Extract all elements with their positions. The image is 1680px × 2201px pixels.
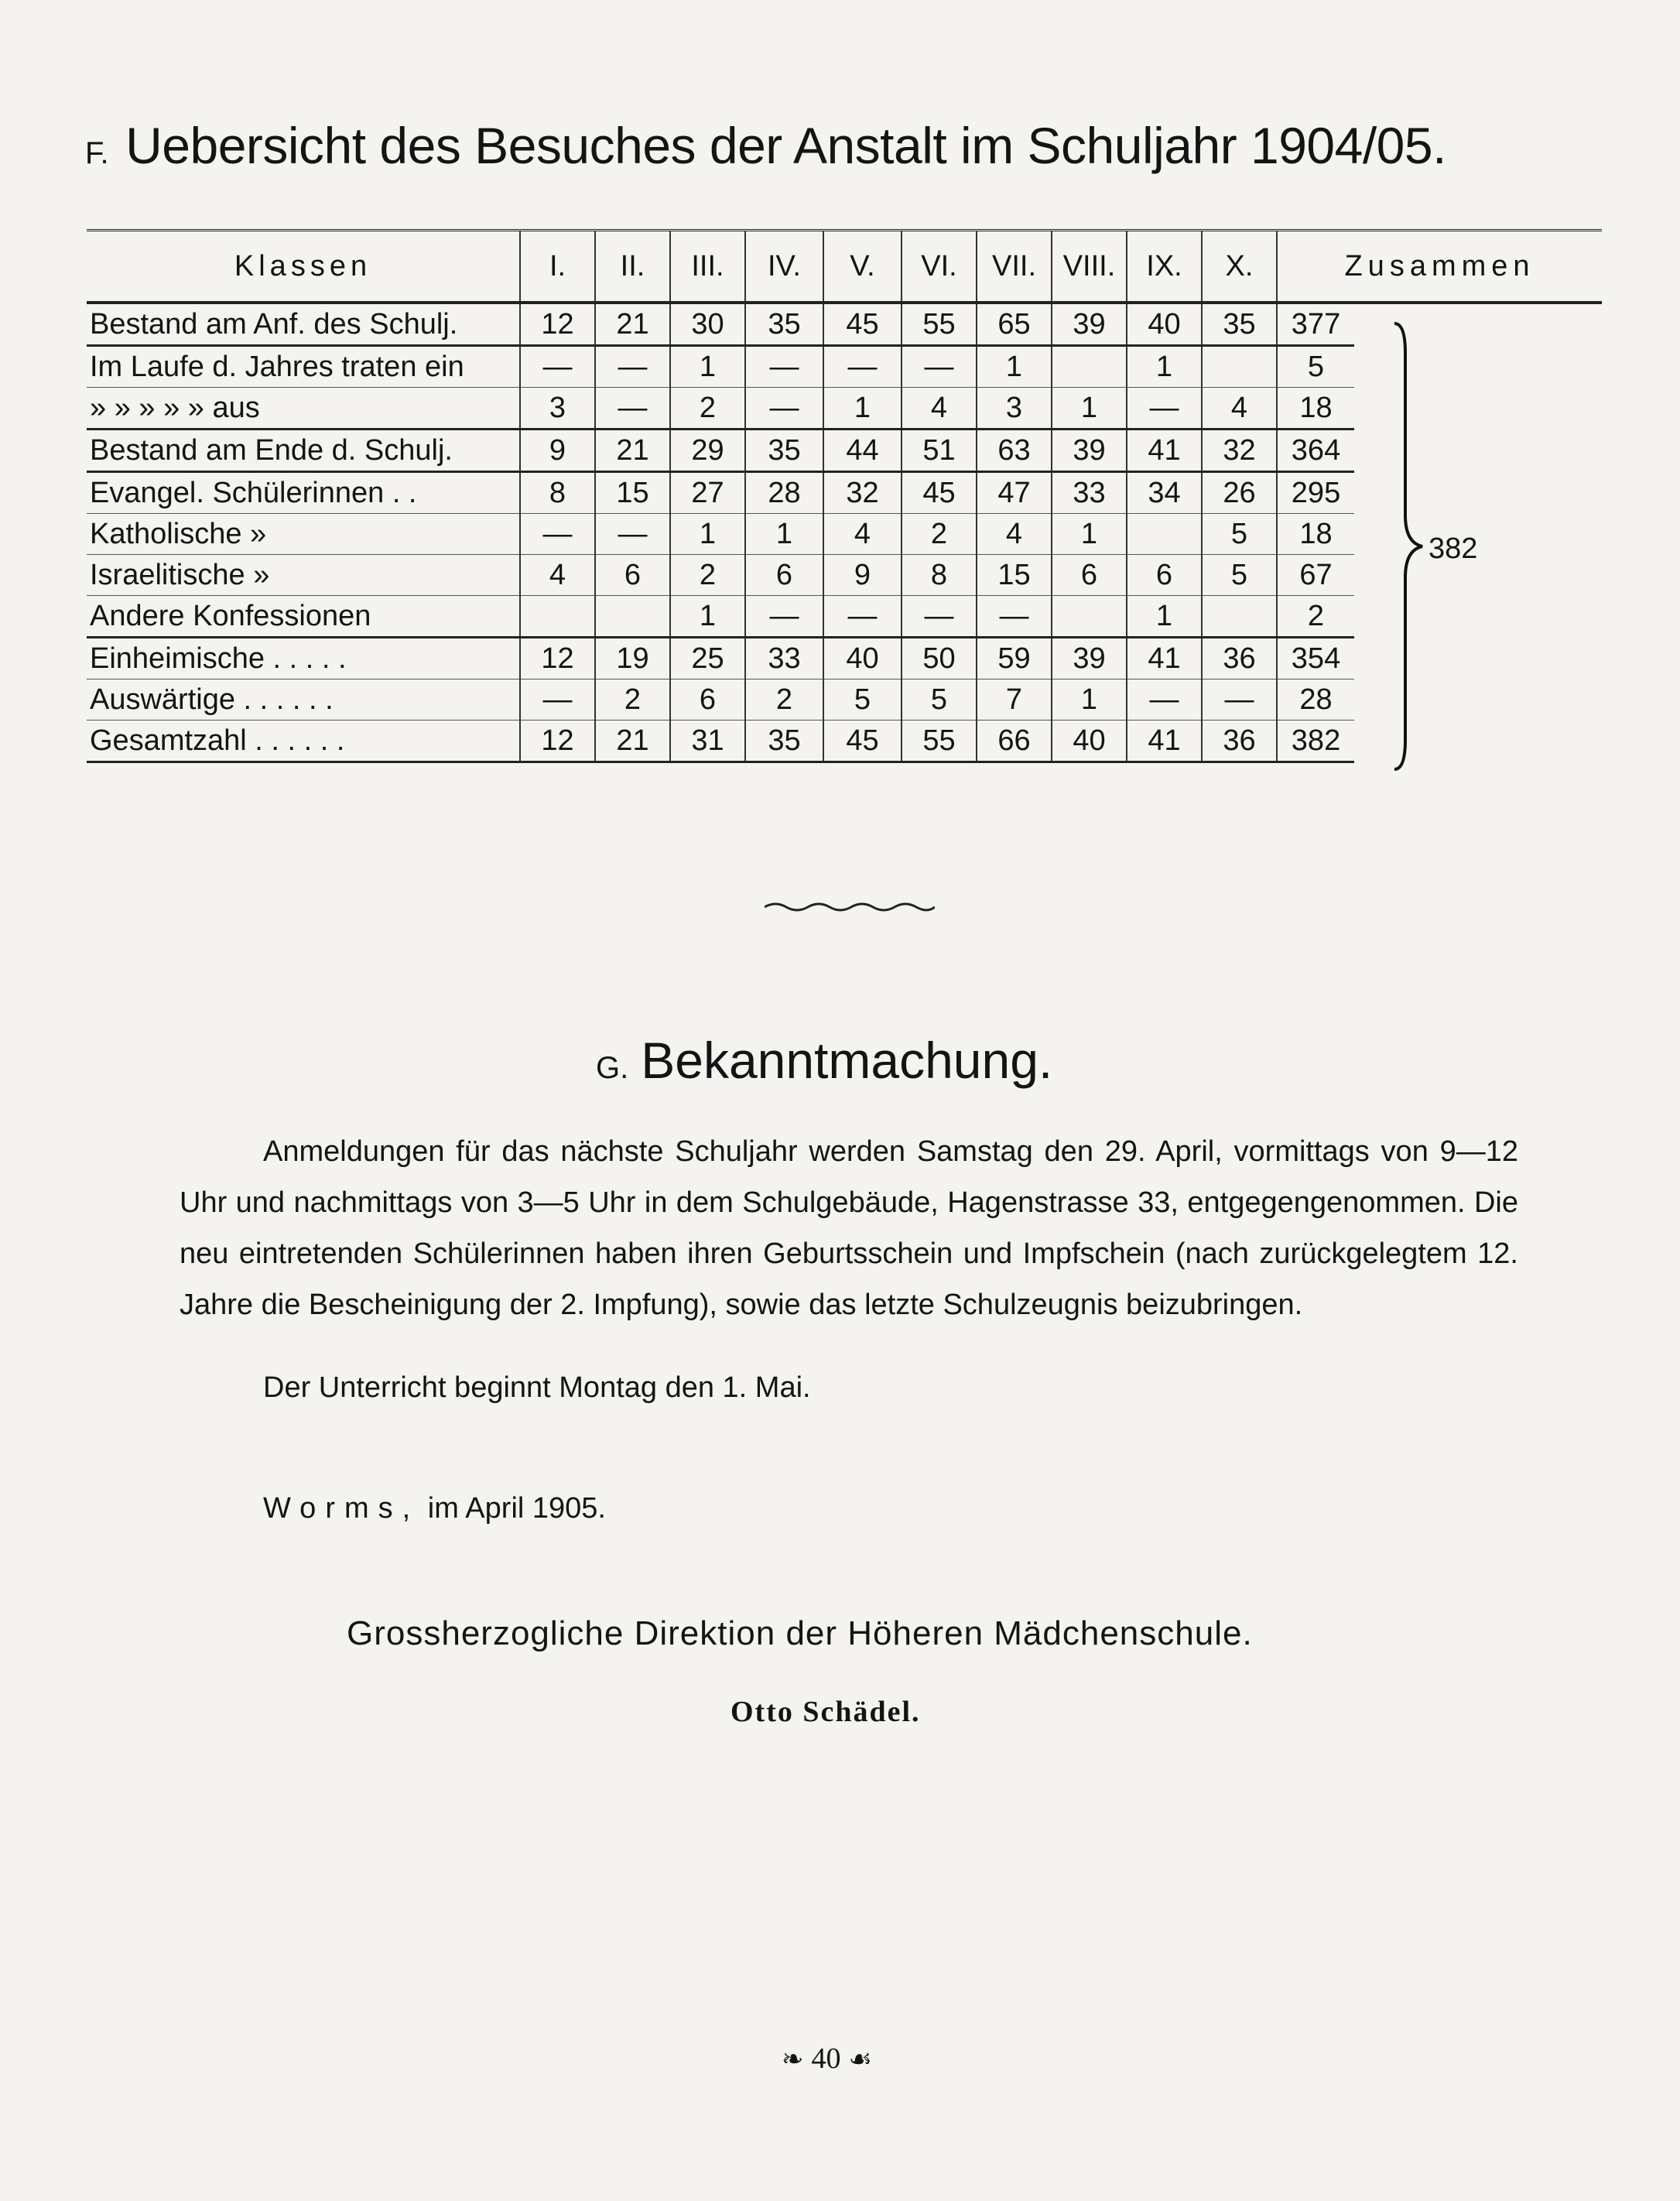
table-cell: 35	[745, 303, 823, 346]
column-header: I.	[520, 231, 595, 303]
column-header: IX.	[1127, 231, 1202, 303]
table-cell	[595, 596, 670, 638]
table-cell: —	[520, 514, 595, 555]
column-header: V.	[823, 231, 902, 303]
grand-total-gutter	[1354, 596, 1602, 638]
table-cell: 6	[595, 555, 670, 596]
table-cell: 19	[595, 638, 670, 679]
table-cell: 4	[1202, 388, 1277, 430]
table-cell: 39	[1052, 303, 1127, 346]
row-total: 382	[1277, 721, 1354, 762]
row-total: 5	[1277, 346, 1354, 388]
section-f-title: Uebersicht des Besuches der Anstalt im Schuljahr 1904/05.	[125, 117, 1446, 174]
grand-total-gutter	[1354, 303, 1602, 346]
table-body	[87, 303, 1602, 762]
row-label: Auswärtige . . . . . .	[87, 679, 520, 721]
table-cell: 40	[1052, 721, 1127, 762]
grand-total-gutter	[1354, 555, 1602, 596]
column-header: VII.	[977, 231, 1052, 303]
table-row	[87, 430, 1602, 472]
section-g-heading	[596, 1031, 1052, 1090]
row-total: 354	[1277, 638, 1354, 679]
column-header: X.	[1202, 231, 1277, 303]
table-cell: 36	[1202, 721, 1277, 762]
table-cell: 12	[520, 638, 595, 679]
grand-total-gutter	[1354, 514, 1602, 555]
table-row	[87, 303, 1602, 346]
table-cell	[1127, 514, 1202, 555]
table-cell: 8	[520, 472, 595, 514]
table-cell: 5	[823, 679, 902, 721]
table-cell: 6	[1052, 555, 1127, 596]
table-cell: —	[1127, 679, 1202, 721]
table-cell: 50	[902, 638, 977, 679]
issue-date: im April 1905.	[427, 1492, 606, 1525]
table-cell: 7	[977, 679, 1052, 721]
row-total: 2	[1277, 596, 1354, 638]
table-cell: 34	[1127, 472, 1202, 514]
table-cell: 2	[745, 679, 823, 721]
table-cell: 32	[823, 472, 902, 514]
table-cell: 44	[823, 430, 902, 472]
place-name: Worms,	[263, 1492, 420, 1525]
table-cell: 66	[977, 721, 1052, 762]
table-cell: 39	[1052, 430, 1127, 472]
ornament-right-icon: ☙	[848, 2045, 872, 2074]
row-label: Israelitische »	[87, 555, 520, 596]
row-total: 295	[1277, 472, 1354, 514]
table-cell: 5	[1202, 514, 1277, 555]
table-cell	[1202, 596, 1277, 638]
table-cell: —	[823, 346, 902, 388]
table-cell: 1	[1052, 679, 1127, 721]
column-header: IV.	[745, 231, 823, 303]
table-cell: 39	[1052, 638, 1127, 679]
table-cell: 33	[745, 638, 823, 679]
column-header: VIII.	[1052, 231, 1127, 303]
table-cell	[1052, 596, 1127, 638]
row-label: Evangel. Schülerinnen . .	[87, 472, 520, 514]
table-cell: 4	[977, 514, 1052, 555]
table-cell: 47	[977, 472, 1052, 514]
table-cell: —	[595, 346, 670, 388]
announcement-text: Anmeldungen für das nächste Schuljahr werden Samstag den 29. April, vormittags von 9—12 Uhr und nachmittags von 3—5 Uhr in dem Schulgebäude, Hagenstrasse 33, entgegengenommen. Die neu eintretenden Schülerinnen haben ihren Geburtsschein und Impfschein (nach zurückgelegtem 12. Jahre die Bescheinigung der 2. Impfung), sowie das letzte Schulzeugnis beizubringen.	[180, 1135, 1518, 1321]
table-cell: 9	[520, 430, 595, 472]
row-total: 18	[1277, 514, 1354, 555]
section-g-title: Bekanntmachung.	[641, 1032, 1053, 1089]
table-cell: 1	[670, 514, 745, 555]
table-cell: 6	[745, 555, 823, 596]
table-cell: 45	[823, 721, 902, 762]
table-cell: 2	[670, 555, 745, 596]
table-row	[87, 555, 1602, 596]
column-header: II.	[595, 231, 670, 303]
row-total: 377	[1277, 303, 1354, 346]
grand-total-gutter	[1354, 346, 1602, 388]
table-cell	[520, 596, 595, 638]
table-row	[87, 346, 1602, 388]
table-cell: 2	[595, 679, 670, 721]
table-cell: 41	[1127, 721, 1202, 762]
section-f-heading	[85, 116, 1617, 175]
table-cell: —	[595, 514, 670, 555]
table-cell: 51	[902, 430, 977, 472]
table-cell: 40	[1127, 303, 1202, 346]
table-cell: 28	[745, 472, 823, 514]
table-cell: 4	[823, 514, 902, 555]
table-cell: —	[745, 596, 823, 638]
table-cell: 30	[670, 303, 745, 346]
grand-total-gutter	[1354, 430, 1602, 472]
total-column-header: Zusammen	[1277, 231, 1602, 303]
grand-total-gutter	[1354, 472, 1602, 514]
grand-total-gutter	[1354, 638, 1602, 679]
table-cell: —	[520, 346, 595, 388]
table-cell: 15	[977, 555, 1052, 596]
table-cell: 35	[745, 430, 823, 472]
section-f-letter: F.	[85, 136, 109, 170]
page-number: 40	[811, 2042, 841, 2075]
column-header: III.	[670, 231, 745, 303]
table-cell: 25	[670, 638, 745, 679]
table-cell	[1202, 346, 1277, 388]
table-cell: 40	[823, 638, 902, 679]
grand-total-value: 382	[1429, 532, 1478, 565]
table-cell: —	[1127, 388, 1202, 430]
table-cell: 55	[902, 303, 977, 346]
table-cell: 3	[520, 388, 595, 430]
attendance-table	[87, 229, 1602, 763]
table-cell: 55	[902, 721, 977, 762]
row-total: 28	[1277, 679, 1354, 721]
table-cell: 15	[595, 472, 670, 514]
table-cell: —	[595, 388, 670, 430]
table-cell: 4	[902, 388, 977, 430]
grand-total-gutter	[1354, 388, 1602, 430]
signatory-name: Otto Schädel.	[731, 1696, 921, 1728]
table-row	[87, 721, 1602, 762]
issuing-authority: Grossherzogliche Direktion der Höheren Mädchenschule.	[347, 1614, 1253, 1652]
table-cell: 41	[1127, 638, 1202, 679]
grand-total-brace	[1393, 322, 1424, 771]
row-label: Bestand am Ende d. Schulj.	[87, 430, 520, 472]
table-cell: 21	[595, 303, 670, 346]
table-cell: —	[902, 596, 977, 638]
place-date-line	[263, 1492, 606, 1525]
table-cell: 36	[1202, 638, 1277, 679]
table-cell: 41	[1127, 430, 1202, 472]
row-header: Klassen	[87, 231, 520, 303]
table-cell: —	[745, 346, 823, 388]
table-cell: 1	[1052, 388, 1127, 430]
table-cell: 1	[1127, 346, 1202, 388]
grand-total-gutter	[1354, 721, 1602, 762]
table-cell: 1	[745, 514, 823, 555]
table-row	[87, 638, 1602, 679]
table-cell: 32	[1202, 430, 1277, 472]
table-header-row	[87, 231, 1602, 303]
table-cell: 45	[823, 303, 902, 346]
table-cell: 29	[670, 430, 745, 472]
table-cell: 5	[902, 679, 977, 721]
table-cell: 1	[670, 596, 745, 638]
table-cell: 5	[1202, 555, 1277, 596]
table-cell	[1052, 346, 1127, 388]
table-cell: 1	[670, 346, 745, 388]
table-cell: 33	[1052, 472, 1127, 514]
table-cell: 31	[670, 721, 745, 762]
table-cell: 45	[902, 472, 977, 514]
school-start-line: Der Unterricht beginnt Montag den 1. Mai.	[263, 1371, 811, 1404]
table-cell: 12	[520, 721, 595, 762]
table-cell: 4	[520, 555, 595, 596]
table-cell: 1	[823, 388, 902, 430]
table-cell: 1	[1127, 596, 1202, 638]
row-total: 364	[1277, 430, 1354, 472]
announcement-paragraph	[180, 1126, 1518, 1330]
row-label: Bestand am Anf. des Schulj.	[87, 303, 520, 346]
page-footer	[774, 2042, 880, 2076]
table-cell: 21	[595, 430, 670, 472]
table-cell: 59	[977, 638, 1052, 679]
column-header: VI.	[902, 231, 977, 303]
table-cell: —	[977, 596, 1052, 638]
row-label: Gesamtzahl . . . . . .	[87, 721, 520, 762]
table-row	[87, 472, 1602, 514]
table-cell: 8	[902, 555, 977, 596]
table-row	[87, 514, 1602, 555]
section-divider	[765, 899, 935, 915]
table-cell: 12	[520, 303, 595, 346]
table-cell: —	[823, 596, 902, 638]
grand-total-gutter	[1354, 679, 1602, 721]
table-cell: 6	[1127, 555, 1202, 596]
table-cell: 26	[1202, 472, 1277, 514]
table-row	[87, 596, 1602, 638]
table-cell: 2	[902, 514, 977, 555]
table-cell: —	[902, 346, 977, 388]
table-cell: 65	[977, 303, 1052, 346]
table-cell: —	[520, 679, 595, 721]
row-label: Andere Konfessionen	[87, 596, 520, 638]
row-label: Im Laufe d. Jahres traten ein	[87, 346, 520, 388]
table-cell: 35	[745, 721, 823, 762]
table-row	[87, 679, 1602, 721]
table-cell: 6	[670, 679, 745, 721]
table-cell: 2	[670, 388, 745, 430]
row-total: 18	[1277, 388, 1354, 430]
row-label: » » » » » aus	[87, 388, 520, 430]
table-cell: 1	[1052, 514, 1127, 555]
table-cell: —	[745, 388, 823, 430]
table-cell: 3	[977, 388, 1052, 430]
row-label: Katholische »	[87, 514, 520, 555]
row-total: 67	[1277, 555, 1354, 596]
section-g-letter: G.	[596, 1051, 629, 1085]
table-cell: —	[1202, 679, 1277, 721]
table-cell: 1	[977, 346, 1052, 388]
row-label: Einheimische . . . . .	[87, 638, 520, 679]
table-cell: 63	[977, 430, 1052, 472]
table-cell: 9	[823, 555, 902, 596]
table-cell: 35	[1202, 303, 1277, 346]
table-row	[87, 388, 1602, 430]
table-cell: 21	[595, 721, 670, 762]
ornament-left-icon: ❧	[782, 2045, 804, 2074]
table-cell: 27	[670, 472, 745, 514]
